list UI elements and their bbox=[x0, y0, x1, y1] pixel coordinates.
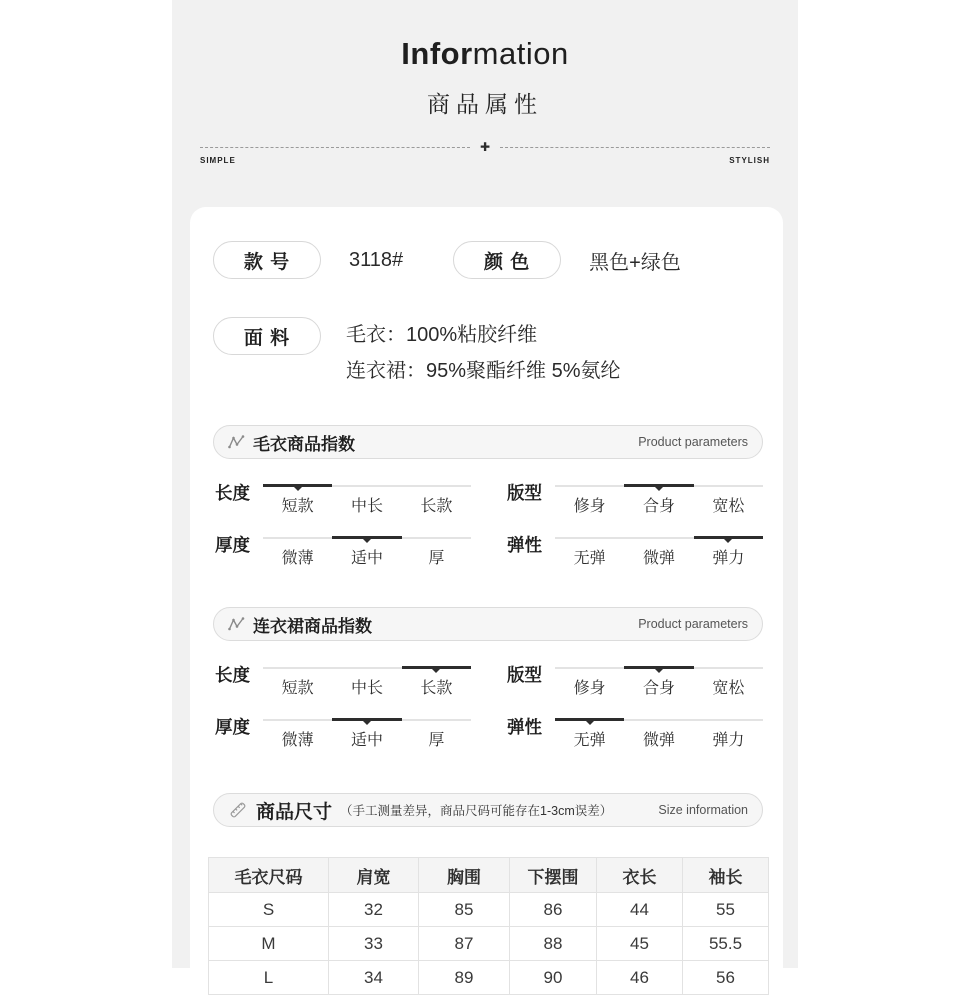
param-option: 弹力 bbox=[712, 550, 745, 567]
style-no-pill: 款 号 bbox=[213, 241, 321, 279]
fabric-description bbox=[346, 317, 621, 389]
section-header-bar bbox=[213, 607, 763, 641]
size-table-cell: 44 bbox=[597, 893, 683, 927]
section-title: 毛衣商品指数 bbox=[253, 434, 355, 454]
param-option: 修身 bbox=[573, 498, 606, 515]
param-option: 短款 bbox=[281, 498, 314, 515]
size-table-cell: M bbox=[209, 927, 329, 961]
track-selected-segment bbox=[263, 484, 332, 487]
fabric-line-sweater: 毛衣：100%粘胶纤维 bbox=[346, 324, 538, 346]
page-subtitle: 商品属性 bbox=[427, 91, 543, 117]
size-section-bar bbox=[213, 793, 763, 827]
size-table-cell: 32 bbox=[329, 893, 419, 927]
param-track bbox=[555, 529, 763, 568]
size-table bbox=[208, 857, 769, 995]
size-table-row bbox=[209, 927, 769, 961]
param-track bbox=[263, 659, 471, 698]
track-selected-segment bbox=[332, 536, 401, 539]
simple-tag: SIMPLE bbox=[200, 156, 236, 165]
color-pill: 颜 色 bbox=[453, 241, 561, 279]
param-option: 宽松 bbox=[712, 680, 745, 697]
param-option: 中长 bbox=[350, 680, 383, 697]
page-title bbox=[172, 36, 798, 72]
size-table-cell: 55 bbox=[683, 893, 769, 927]
param-options bbox=[555, 711, 763, 750]
size-table-row bbox=[209, 961, 769, 995]
style-no-value: 3118# bbox=[349, 248, 404, 271]
param-option: 修身 bbox=[573, 680, 606, 697]
track-selected-segment bbox=[624, 484, 693, 487]
title-light-part: mation bbox=[472, 36, 569, 71]
size-table-cell: 33 bbox=[329, 927, 419, 961]
param-label: 厚度 bbox=[215, 535, 250, 555]
param-row bbox=[507, 659, 763, 701]
param-options bbox=[263, 711, 471, 750]
size-table-cell: S bbox=[209, 893, 329, 927]
track-selected-segment bbox=[694, 536, 763, 539]
size-table-cell: 46 bbox=[597, 961, 683, 995]
param-options bbox=[263, 477, 471, 516]
param-label: 版型 bbox=[507, 665, 542, 685]
size-table-header-cell: 下摆围 bbox=[510, 858, 597, 893]
param-sections bbox=[190, 425, 783, 753]
track-selected-segment bbox=[624, 666, 693, 669]
size-table-row bbox=[209, 893, 769, 927]
param-row bbox=[507, 711, 763, 753]
divider-line-left bbox=[200, 147, 470, 148]
param-label: 版型 bbox=[507, 483, 542, 503]
param-row bbox=[507, 529, 763, 571]
section-header-bar bbox=[213, 425, 763, 459]
size-table-cell: 85 bbox=[419, 893, 510, 927]
param-option: 厚 bbox=[428, 550, 445, 567]
param-label: 长度 bbox=[215, 665, 250, 685]
divider-line-right bbox=[500, 147, 770, 148]
page-header bbox=[172, 0, 798, 165]
param-options bbox=[263, 659, 471, 698]
param-option: 微弹 bbox=[642, 550, 675, 567]
size-table-cell: 89 bbox=[419, 961, 510, 995]
size-table-cell: 86 bbox=[510, 893, 597, 927]
size-section-title: 商品尺寸 bbox=[256, 801, 333, 823]
product-info-card bbox=[190, 207, 783, 987]
size-table-cell: 90 bbox=[510, 961, 597, 995]
size-table-header-row bbox=[209, 858, 769, 893]
param-option: 无弹 bbox=[573, 732, 606, 749]
param-track bbox=[263, 477, 471, 516]
param-options bbox=[555, 529, 763, 568]
param-option: 弹力 bbox=[712, 732, 745, 749]
size-table-header-cell: 毛衣尺码 bbox=[209, 858, 329, 893]
size-table-header-cell: 肩宽 bbox=[329, 858, 419, 893]
fabric-line-dress: 连衣裙：95%聚酯纤维 5%氨纶 bbox=[346, 360, 621, 382]
size-table-header-cell: 袖长 bbox=[683, 858, 769, 893]
param-label: 弹性 bbox=[507, 717, 542, 737]
param-row bbox=[215, 659, 471, 701]
track-selected-segment bbox=[332, 718, 401, 721]
param-track bbox=[555, 477, 763, 516]
fabric-row bbox=[213, 317, 760, 389]
param-row bbox=[215, 711, 471, 753]
cross-arrows-icon: ✚ bbox=[479, 140, 491, 154]
param-option: 合身 bbox=[642, 498, 675, 515]
size-measure-note: （手工测量差异，商品尺码可能存在1-3cm误差） bbox=[340, 804, 613, 818]
size-section-subtitle-en: Size information bbox=[658, 803, 748, 817]
param-label: 弹性 bbox=[507, 535, 542, 555]
line-chart-icon bbox=[228, 617, 245, 631]
line-chart-icon bbox=[228, 435, 245, 449]
param-row bbox=[507, 477, 763, 519]
param-options bbox=[555, 659, 763, 698]
section-subtitle-en: Product parameters bbox=[638, 435, 748, 449]
param-option: 无弹 bbox=[573, 550, 606, 567]
header-tags bbox=[172, 156, 798, 165]
param-track bbox=[555, 711, 763, 750]
param-option: 微弹 bbox=[642, 732, 675, 749]
product-index-section bbox=[190, 425, 783, 571]
size-table-cell: 34 bbox=[329, 961, 419, 995]
param-option: 微薄 bbox=[281, 732, 314, 749]
fabric-pill: 面 料 bbox=[213, 317, 321, 355]
param-grid bbox=[215, 659, 763, 753]
param-option: 微薄 bbox=[281, 550, 314, 567]
size-table-cell: 55.5 bbox=[683, 927, 769, 961]
param-option: 长款 bbox=[420, 498, 453, 515]
param-track bbox=[555, 659, 763, 698]
product-index-section bbox=[190, 607, 783, 753]
stylish-tag: STYLISH bbox=[729, 156, 770, 165]
param-option: 适中 bbox=[350, 732, 383, 749]
size-table-cell: 56 bbox=[683, 961, 769, 995]
param-options bbox=[263, 529, 471, 568]
param-label: 厚度 bbox=[215, 717, 250, 737]
size-table-cell: 87 bbox=[419, 927, 510, 961]
param-row bbox=[215, 529, 471, 571]
param-option: 厚 bbox=[428, 732, 445, 749]
param-grid bbox=[215, 477, 763, 571]
param-option: 合身 bbox=[642, 680, 675, 697]
param-option: 短款 bbox=[281, 680, 314, 697]
size-table-header-cell: 衣长 bbox=[597, 858, 683, 893]
section-subtitle-en: Product parameters bbox=[638, 617, 748, 631]
param-option: 适中 bbox=[350, 550, 383, 567]
header-divider bbox=[172, 141, 798, 153]
color-value: 黑色+绿色 bbox=[589, 251, 681, 274]
ruler-icon bbox=[228, 800, 248, 820]
param-option: 长款 bbox=[420, 680, 453, 697]
size-table-cell: 88 bbox=[510, 927, 597, 961]
size-table-cell: L bbox=[209, 961, 329, 995]
content-column bbox=[172, 0, 798, 987]
title-bold-part: Infor bbox=[401, 36, 473, 71]
track-selected-segment bbox=[555, 718, 624, 721]
param-track bbox=[263, 529, 471, 568]
size-table-cell: 45 bbox=[597, 927, 683, 961]
param-track bbox=[263, 711, 471, 750]
param-option: 宽松 bbox=[712, 498, 745, 515]
param-row bbox=[215, 477, 471, 519]
param-option: 中长 bbox=[350, 498, 383, 515]
size-table-header-cell: 胸围 bbox=[419, 858, 510, 893]
section-title: 连衣裙商品指数 bbox=[253, 616, 372, 636]
track-selected-segment bbox=[402, 666, 471, 669]
style-color-row bbox=[213, 241, 760, 279]
param-options bbox=[555, 477, 763, 516]
param-label: 长度 bbox=[215, 483, 250, 503]
